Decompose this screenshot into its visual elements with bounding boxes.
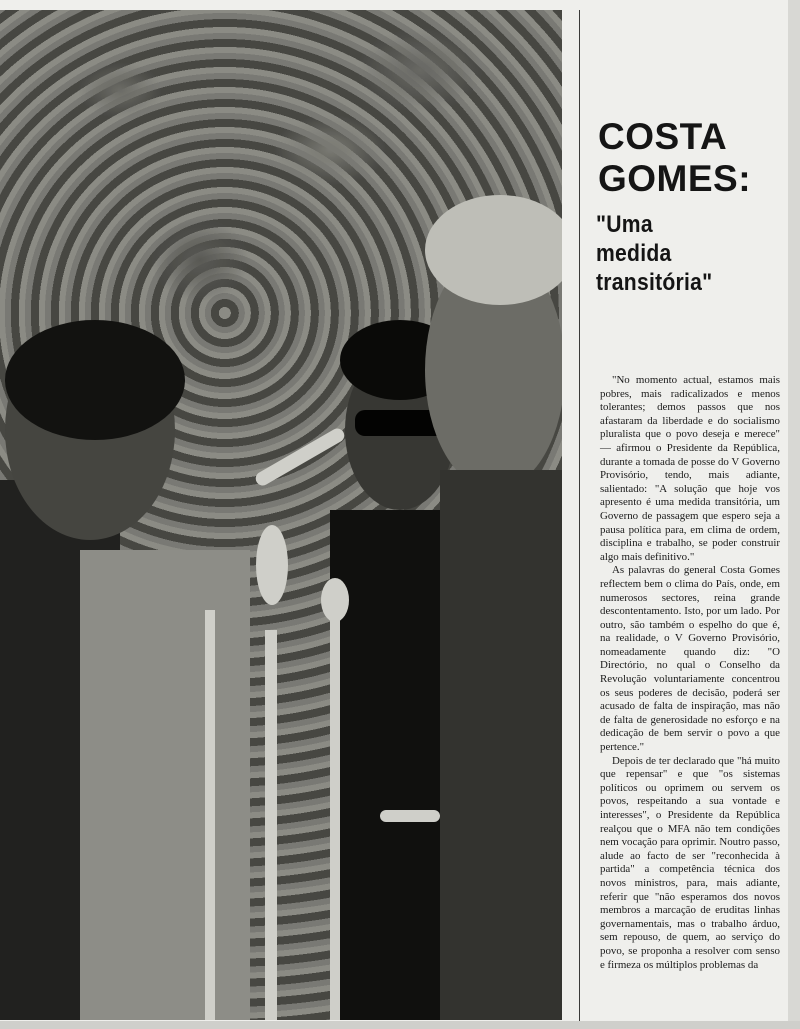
paragraph: "No momento actual, estamos mais pobres, mais radicalizados e menos tolerantes; demos passos que nos afastaram da liberdade e do socialismo pluralista que o povo deseja e merece" — afirmou o Presidente da República, durante a tomada de posse do V Governo Provisório, tendo, mais adiante, salientado: "A solução que hoje vos apresento é uma medida transitória, um Governo de passagem que espero seja a pausa política para, em clima de ordem, disciplina e trabalho, se poder construir algo mais definitivo." [600, 374, 780, 563]
mic-stand [265, 630, 277, 1020]
mic-head [253, 426, 347, 488]
mic-head [321, 578, 349, 622]
left-man-hair [5, 320, 185, 440]
photo-illustration [0, 10, 562, 1020]
mic-clip [380, 810, 440, 822]
costa-gomes-uniform [440, 470, 562, 1020]
headline-line: GOMES: [598, 158, 752, 199]
mic-stand [330, 610, 340, 1020]
page-edge [788, 0, 800, 1029]
press-conference-photo [0, 10, 562, 1020]
subhead-line: transitória" [596, 269, 713, 296]
article-body [600, 374, 780, 972]
column-divider [579, 10, 580, 1022]
mic-stand [205, 610, 215, 1020]
headline-line: COSTA [598, 116, 728, 157]
page-bottom-edge [0, 1021, 800, 1029]
paragraph: Depois de ter declarado que "há muito que repensar" e que "os sistemas políticos ou oprimem ou servem os povos, respeitando a sua vontade e interesses", o Presidente da República realçou que o MFA não tem condições nem vocação para oprimir. Noutro passo, alude ao facto de ser "reconhecida à partida" a competência técnica dos novos ministros, para, mais adiante, referir que "não esperamos dos novos membros a marcação de eruditas linhas governamentais, mas o trabalho árduo, sem repouso, de quem, ao serviço do povo, se proponha a resolver com senso e firmeza os múltiplos problemas da [600, 754, 780, 971]
paragraph: As palavras do general Costa Gomes reflectem bem o clima do País, onde, em numerosos sectores, reina grande descontentamento. Isto, por um lado. Por outro, são também o espelho do que é, na realidade, o V Governo Provisório, nomeadamente quando diz: "O Directório, no qual o Conselho da Revolução voluntariamente concentrou os seus poderes de decisão, poderá ser acusado de falta de inspiração, mas não de falta de generosidade no esforço e na dedicação de bem servir o povo a que pertence." [600, 564, 780, 754]
subhead-line: "Uma [596, 211, 653, 238]
headline [598, 116, 751, 200]
subhead-line: medida [596, 240, 672, 267]
subheadline-quote [596, 210, 712, 297]
left-man-shirt [80, 550, 250, 1020]
mic-head [256, 525, 288, 605]
